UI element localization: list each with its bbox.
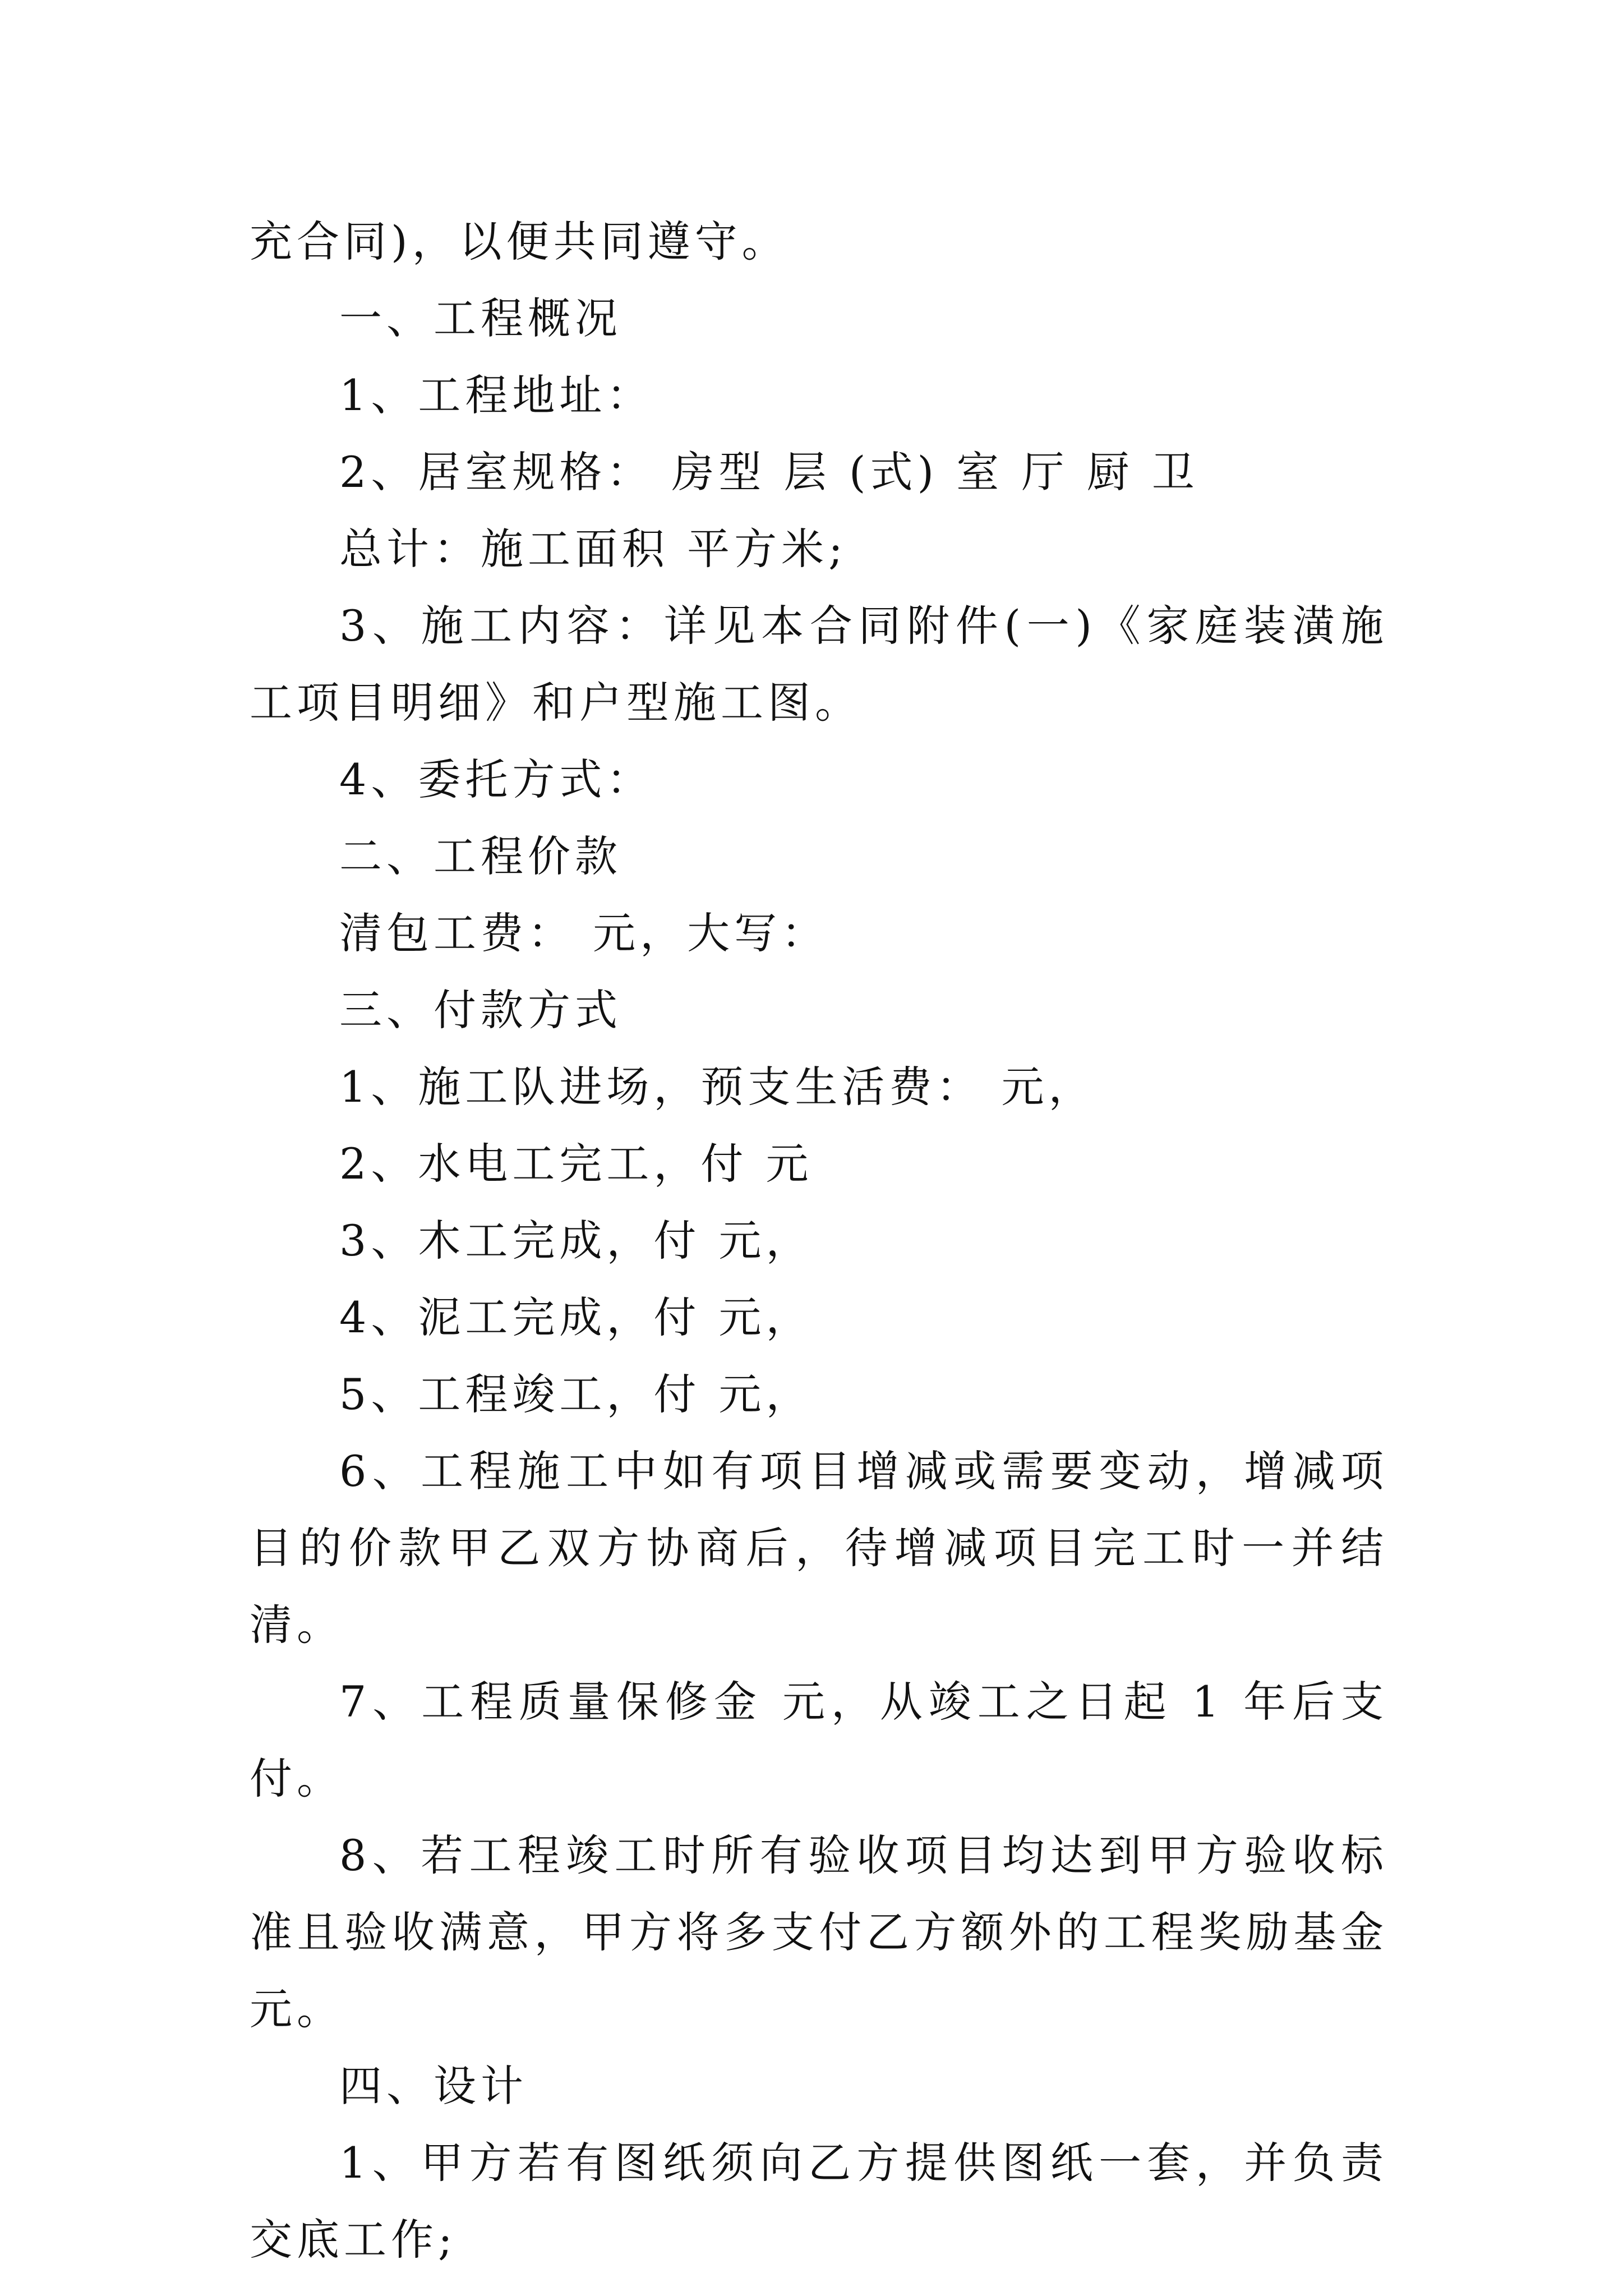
- section-heading: 二、工程价款: [339, 831, 622, 881]
- paragraph: 6、工程施工中如有项目增减或需要变动，增减项目的价款甲乙双方协商后，待增减项目完工时一并结清。: [250, 1446, 1388, 1650]
- section-heading: 三、付款方式: [339, 985, 622, 1035]
- paragraph: 2、居室规格： 房型 层 (式) 室 厅 厨 卫: [339, 447, 1199, 497]
- paragraph: 5、工程竣工，付 元，: [339, 1369, 813, 1419]
- paragraph: 1、甲方若有图纸须向乙方提供图纸一套，并负责交底工作;: [250, 2138, 1388, 2265]
- section-heading: 一、工程概况: [339, 293, 622, 343]
- paragraph: 清包工费： 元，大写：: [339, 908, 829, 958]
- paragraph: 3、木工完成，付 元，: [339, 1216, 813, 1266]
- paragraph: 充合同)，以便共同遵守。: [250, 217, 789, 266]
- paragraph: 3、施工内容：详见本合同附件(一)《家庭装潢施工项目明细》和户型施工图。: [250, 601, 1388, 728]
- paragraph: 7、工程质量保修金 元，从竣工之日起 1 年后支付。: [250, 1677, 1388, 1803]
- document-body: [250, 203, 1388, 2278]
- paragraph: 4、委托方式：: [339, 754, 654, 804]
- paragraph: 1、工程地址：: [339, 370, 654, 420]
- paragraph: 4、泥工完成，付 元，: [339, 1292, 813, 1342]
- paragraph: 1、施工队进场，预支生活费： 元，: [339, 1062, 1096, 1112]
- section-heading: 四、设计: [339, 2061, 528, 2111]
- paragraph: 2、水电工完工，付 元: [339, 1139, 813, 1189]
- paragraph: 总计：施工面积 平方米;: [339, 524, 847, 574]
- paragraph: 8、若工程竣工时所有验收项目均达到甲方验收标准且验收满意，甲方将多支付乙方额外的工程奖励基金元。: [250, 1830, 1388, 2034]
